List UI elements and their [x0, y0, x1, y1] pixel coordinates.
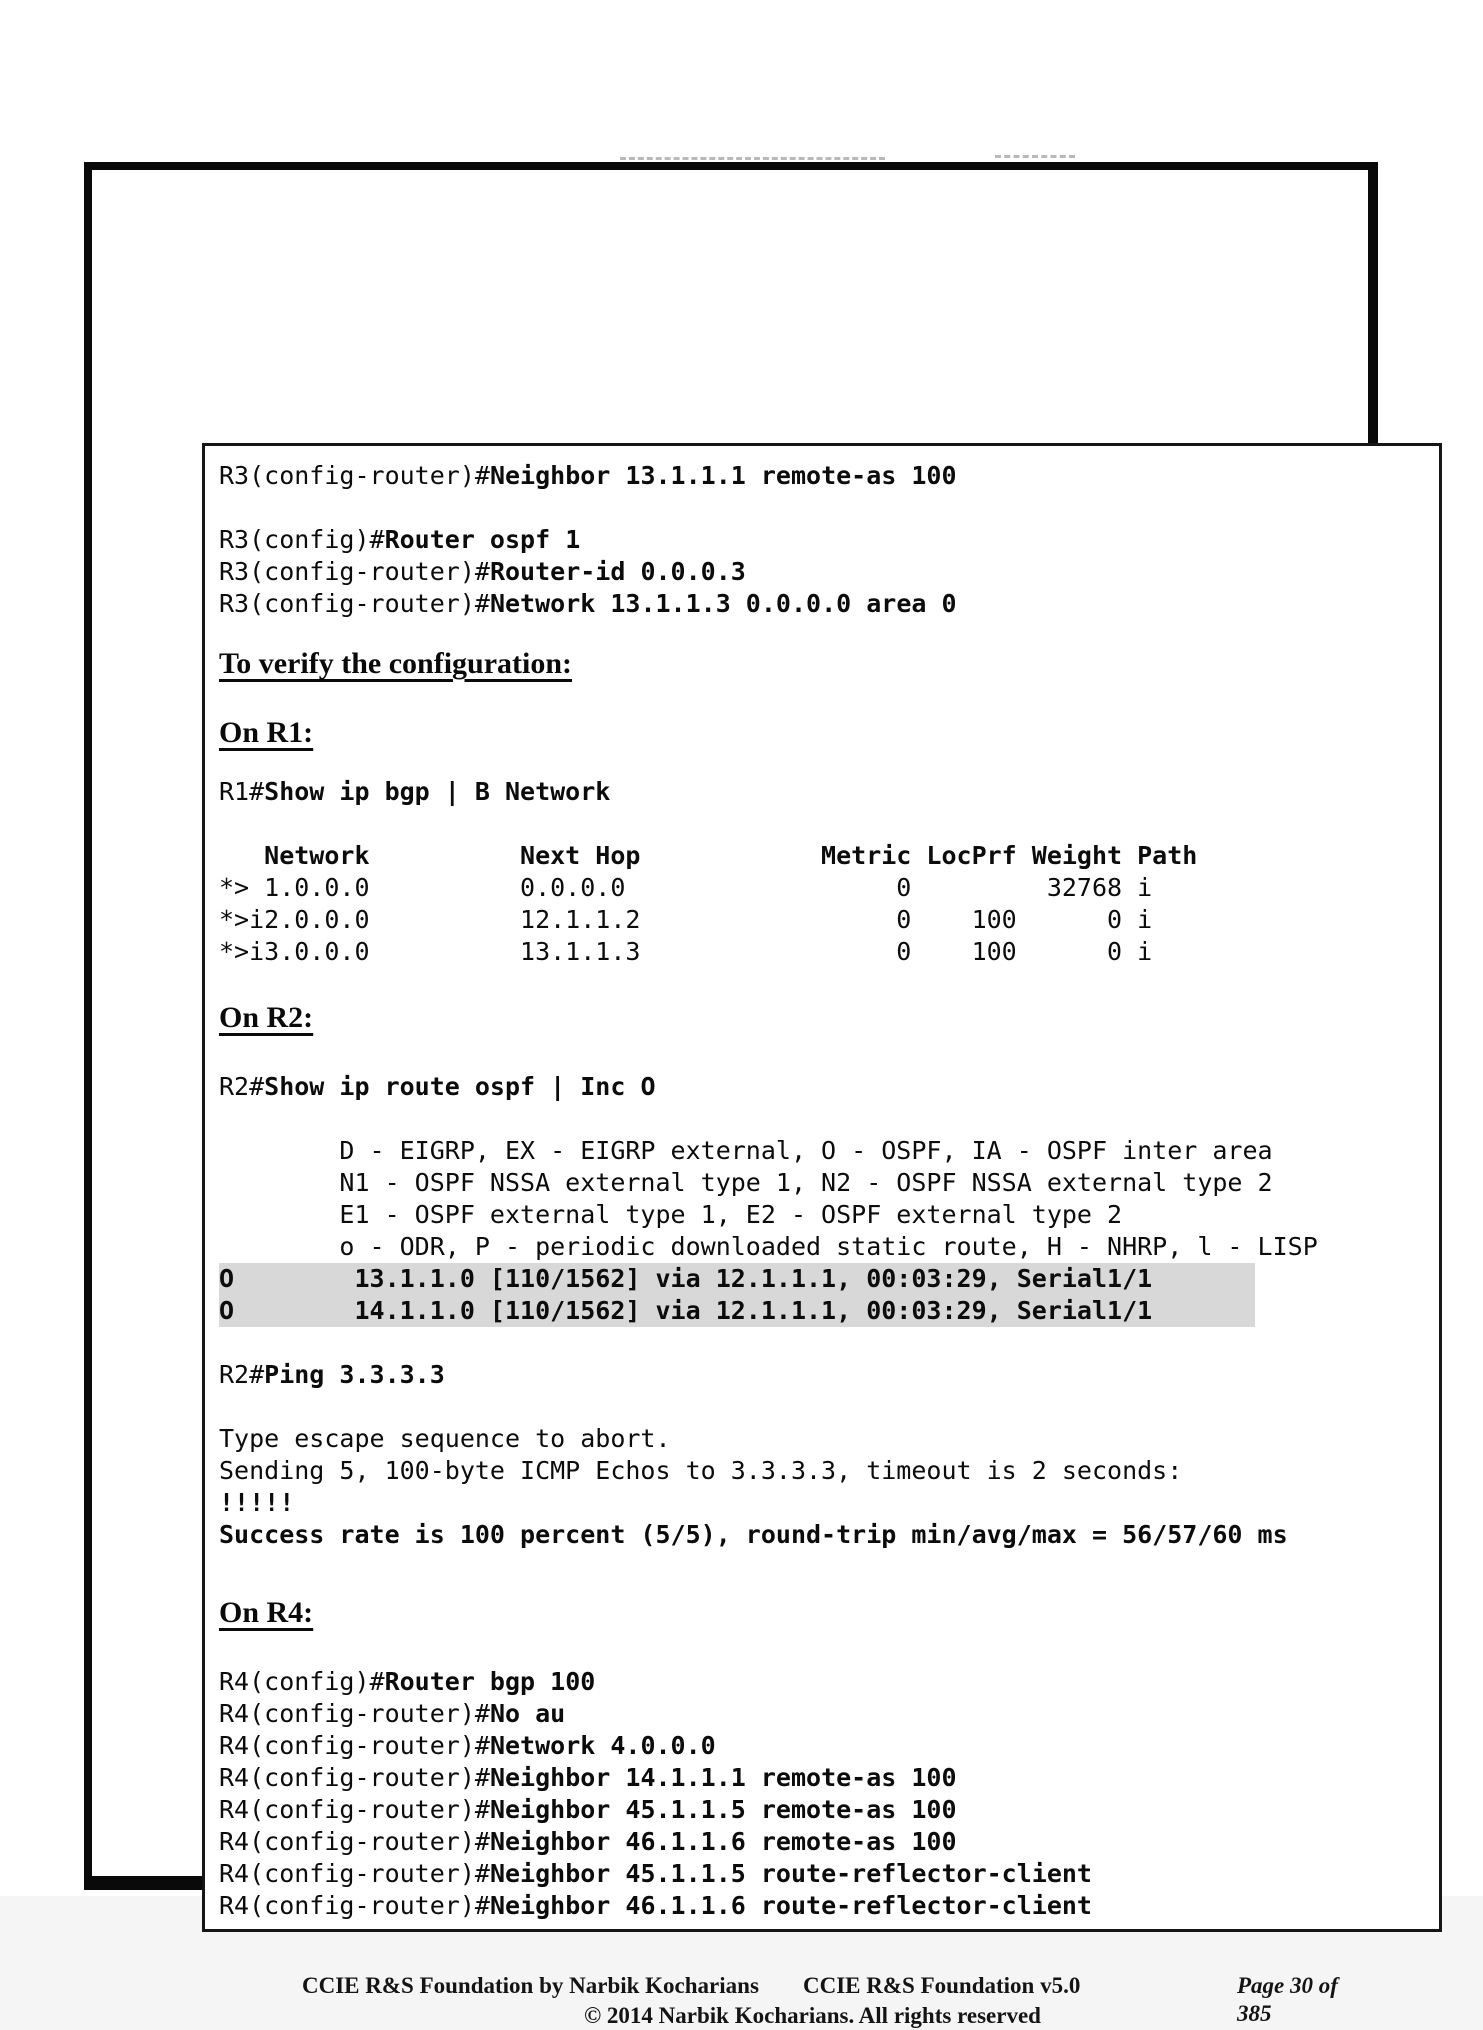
cli-command: Neighbor 45.1.1.5 remote-as 100: [489, 1795, 957, 1824]
cli-command: Neighbor 13.1.1.1 remote-as 100: [489, 461, 957, 490]
cli-prompt: R4(config)#: [219, 1667, 385, 1696]
code-block-r2-ping-cmd: [219, 1359, 1433, 1391]
scan-artifact: [620, 157, 885, 160]
cli-prompt: R2#: [219, 1072, 265, 1101]
terminal-line: *>i2.0.0.0 12.1.1.2 0 100 0 i: [219, 905, 1153, 934]
cli-command: Neighbor 14.1.1.1 remote-as 100: [489, 1763, 957, 1792]
cli-prompt: R4(config-router)#: [219, 1731, 490, 1760]
cli-command: Router-id 0.0.0.3: [489, 557, 746, 586]
cli-prompt: R4(config-router)#: [219, 1699, 490, 1728]
cli-prompt: R4(config-router)#: [219, 1827, 490, 1856]
verify-heading: To verify the configuration:: [219, 647, 573, 680]
cli-prompt: R4(config-router)#: [219, 1891, 490, 1920]
terminal-line: !!!!!: [219, 1488, 295, 1517]
terminal-line: [219, 1891, 1092, 1920]
terminal-line: [219, 1667, 595, 1696]
cli-prompt: R3(config-router)#: [219, 557, 490, 586]
config-output-box: [202, 443, 1442, 1932]
terminal-line: [219, 1795, 957, 1824]
cli-command: Neighbor 46.1.1.6 remote-as 100: [489, 1827, 957, 1856]
cli-command: Network 4.0.0.0: [489, 1731, 716, 1760]
code-block-r3-bgp-neighbor: [219, 460, 1433, 492]
cli-prompt: R4(config-router)#: [219, 1795, 490, 1824]
code-block-r2-show-route: [219, 1071, 1433, 1103]
on-r4-heading: On R4:: [219, 1596, 314, 1629]
terminal-line: [219, 1072, 656, 1101]
terminal-line: E1 - OSPF external type 1, E2 - OSPF external type 2: [219, 1200, 1123, 1229]
cli-prompt: R4(config-router)#: [219, 1859, 490, 1888]
terminal-line: [219, 1763, 957, 1792]
page-border-frame: [84, 162, 1378, 2028]
scan-artifact: [995, 155, 1075, 158]
cli-command: Neighbor 45.1.1.5 route-reflector-client: [489, 1859, 1092, 1888]
terminal-line: Network Next Hop Metric LocPrf Weight Path: [219, 841, 1198, 870]
cli-prompt: R3(config)#: [219, 525, 385, 554]
terminal-line: [219, 525, 580, 554]
on-r2-heading: On R2:: [219, 1001, 314, 1034]
cli-prompt: R4(config-router)#: [219, 1763, 490, 1792]
terminal-line: [219, 1360, 445, 1389]
terminal-line: [219, 777, 610, 806]
terminal-line: [219, 589, 957, 618]
cli-command: No au: [489, 1699, 566, 1728]
terminal-line: Success rate is 100 percent (5/5), round-trip min/avg/max = 56/57/60 ms: [219, 1520, 1288, 1549]
cli-prompt: R2#: [219, 1360, 265, 1389]
cli-prompt: R3(config-router)#: [219, 461, 490, 490]
terminal-line: [219, 1731, 716, 1760]
cli-command: Router bgp 100: [384, 1667, 596, 1696]
code-block-r1-show-bgp: [219, 776, 1433, 808]
cli-command: Ping 3.3.3.3: [264, 1360, 445, 1389]
footer-book-title: CCIE R&S Foundation by Narbik Kocharians: [302, 1973, 759, 1998]
cli-command: Router ospf 1: [384, 525, 581, 554]
cli-prompt: R1#: [219, 777, 265, 806]
footer-page-number: Page 30 of 385: [1237, 1973, 1338, 2026]
highlighted-route-line: O 14.1.1.0 [110/1562] via 12.1.1.1, 00:03:29, Serial1/1: [219, 1295, 1255, 1327]
terminal-line: [219, 557, 746, 586]
cli-command: Show ip route ospf | Inc O: [264, 1072, 656, 1101]
code-block-r3-ospf: [219, 524, 1433, 620]
cli-prompt: R3(config-router)#: [219, 589, 490, 618]
terminal-line: [219, 1699, 565, 1728]
terminal-line: [219, 1827, 957, 1856]
footer-edition: CCIE R&S Foundation v5.0: [803, 1973, 1081, 1998]
terminal-line: [219, 1859, 1092, 1888]
cli-command: Show ip bgp | B Network: [264, 777, 611, 806]
cli-command: Network 13.1.1.3 0.0.0.0 area 0: [489, 589, 957, 618]
code-block-r2-ping-output: [219, 1423, 1433, 1551]
code-block-r4-bgp-config: [219, 1666, 1433, 1922]
terminal-line: Sending 5, 100-byte ICMP Echos to 3.3.3.3, timeout is 2 seconds:: [219, 1456, 1183, 1485]
terminal-line: o - ODR, P - periodic downloaded static route, H - NHRP, l - LISP: [219, 1232, 1318, 1261]
terminal-line: D - EIGRP, EX - EIGRP external, O - OSPF, IA - OSPF inter area: [219, 1136, 1273, 1165]
on-r1-heading: On R1:: [219, 716, 314, 749]
terminal-line: [219, 461, 957, 490]
cli-command: Neighbor 46.1.1.6 route-reflector-client: [489, 1891, 1092, 1920]
terminal-line: Type escape sequence to abort.: [219, 1424, 671, 1453]
code-block-r2-route-output: [219, 1135, 1433, 1327]
footer-copyright: © 2014 Narbik Kocharians. All rights reserved: [584, 2003, 1041, 2028]
highlighted-route-line: O 13.1.1.0 [110/1562] via 12.1.1.1, 00:03:29, Serial1/1: [219, 1263, 1255, 1295]
terminal-line: *>i3.0.0.0 13.1.1.3 0 100 0 i: [219, 937, 1153, 966]
code-block-r1-bgp-table: [219, 840, 1433, 968]
terminal-line: N1 - OSPF NSSA external type 1, N2 - OSPF NSSA external type 2: [219, 1168, 1273, 1197]
terminal-line: *> 1.0.0.0 0.0.0.0 0 32768 i: [219, 873, 1153, 902]
